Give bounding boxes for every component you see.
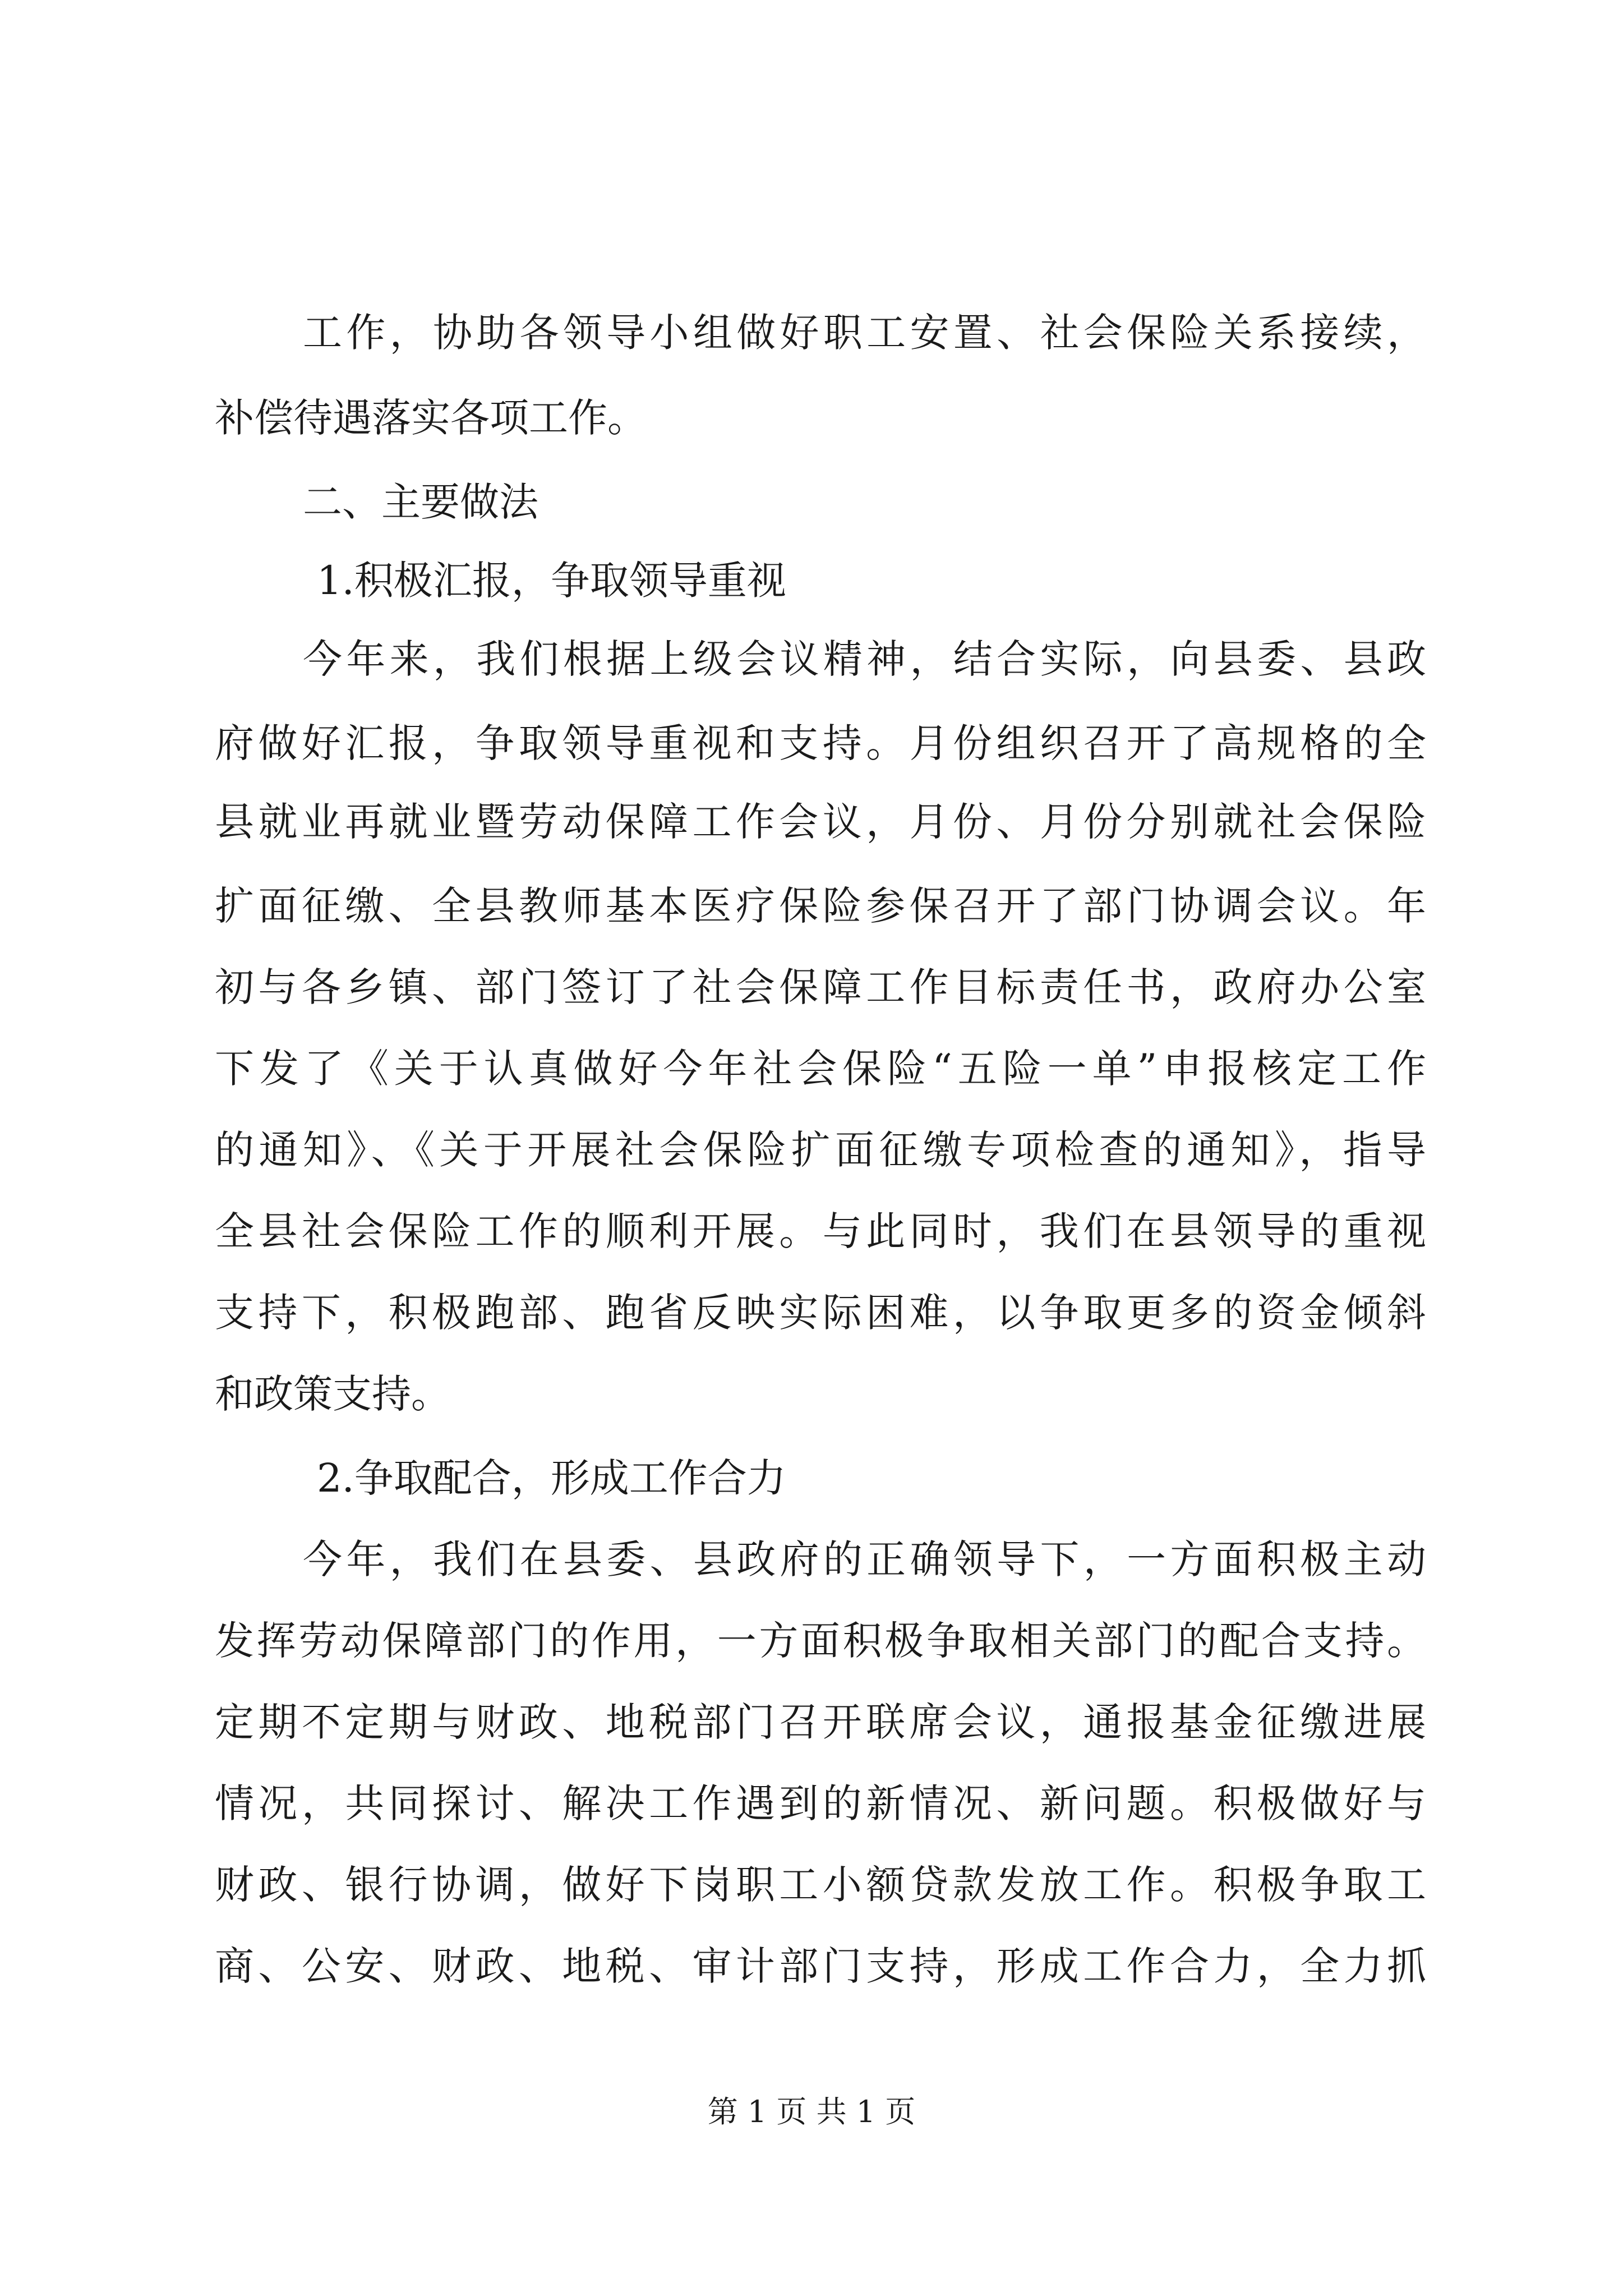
body-line: 财政、银行协调，做好下岗职工小额贷款发放工作。积极争取工: [215, 1862, 1426, 1908]
body-line: 今年来，我们根据上级会议精神，结合实际，向县委、县政: [303, 636, 1426, 682]
body-line: 今年，我们在县委、县政府的正确领导下，一方面积极主动: [303, 1536, 1426, 1582]
body-line: 县就业再就业暨劳动保障工作会议，月份、月份分别就社会保险: [215, 799, 1426, 845]
body-line: 工作，协助各领导小组做好职工安置、社会保险关系接续，: [303, 310, 1426, 356]
subsection-heading: 1.积极汇报，争取领导重视: [317, 558, 786, 604]
body-line: 初与各乡镇、部门签订了社会保障工作目标责任书，政府办公室: [215, 964, 1426, 1010]
body-line: 支持下，积极跑部、跑省反映实际困难，以争取更多的资金倾斜: [215, 1290, 1426, 1336]
body-line: 下发了《关于认真做好今年社会保险“五险一单”申报核定工作: [215, 1046, 1426, 1092]
body-line: 发挥劳动保障部门的作用，一方面积极争取相关部门的配合支持。: [215, 1618, 1426, 1664]
body-line: 和政策支持。: [215, 1371, 450, 1417]
page-number-footer: 第 1 页 共 1 页: [707, 2094, 916, 2129]
body-line: 扩面征缴、全县教师基本医疗保险参保召开了部门协调会议。年: [215, 883, 1426, 929]
subsection-heading: 2.争取配合，形成工作合力: [317, 1455, 786, 1501]
body-line: 定期不定期与财政、地税部门召开联席会议，通报基金征缴进展: [215, 1699, 1426, 1745]
body-line: 全县社会保险工作的顺利开展。与此同时，我们在县领导的重视: [215, 1208, 1426, 1254]
body-line: 情况，共同探讨、解决工作遇到的新情况、新问题。积极做好与: [215, 1780, 1426, 1826]
body-line: 府做好汇报，争取领导重视和支持。月份组织召开了高规格的全: [215, 720, 1426, 766]
body-line: 补偿待遇落实各项工作。: [215, 395, 647, 441]
section-heading: 二、主要做法: [303, 479, 538, 525]
body-line: 商、公安、财政、地税、审计部门支持，形成工作合力，全力抓: [215, 1943, 1426, 1989]
body-line: 的通知》、《关于开展社会保险扩面征缴专项检查的通知》，指导: [215, 1127, 1426, 1173]
